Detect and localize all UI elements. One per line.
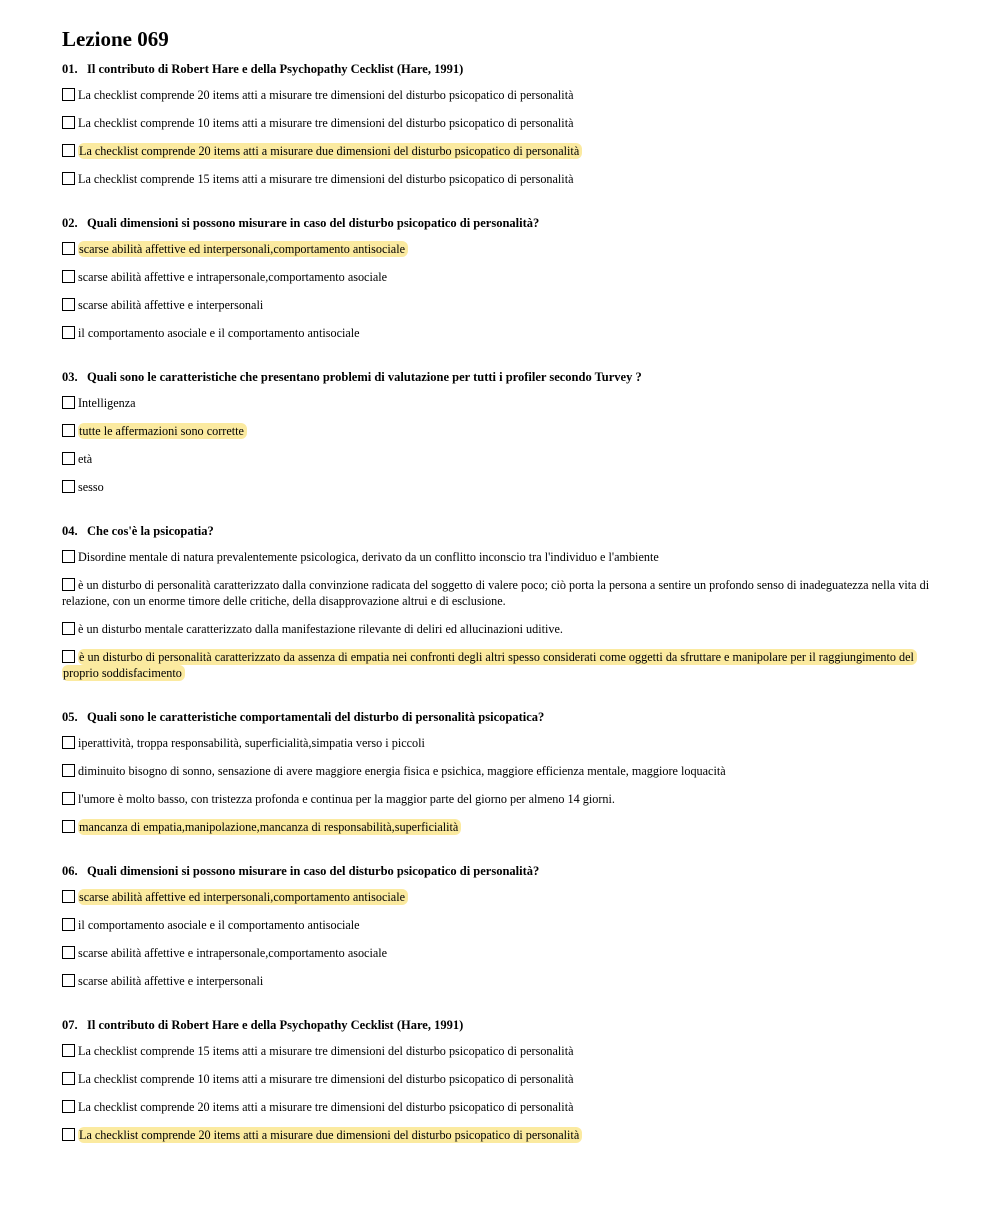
answer-checkbox[interactable] (62, 480, 75, 493)
question-text: Il contributo di Robert Hare e della Psychopathy Cecklist (Hare, 1991) (87, 62, 464, 76)
question-number: 06. (62, 864, 78, 878)
answer-text: La checklist comprende 20 items atti a misurare tre dimensioni del disturbo psicopatico di personalità (78, 88, 574, 102)
answer-option[interactable] (62, 1099, 942, 1115)
answer-option[interactable] (62, 735, 942, 751)
answer-checkbox[interactable] (62, 764, 75, 777)
answer-checkbox[interactable] (62, 1100, 75, 1113)
answer-checkbox[interactable] (62, 172, 75, 185)
answer-text: scarse abilità affettive e interpersonali (78, 974, 264, 988)
answer-text: età (78, 452, 93, 466)
answer-option[interactable] (62, 917, 942, 933)
answer-text: mancanza di empatia,manipolazione,mancanza di responsabilità,superficialità (78, 819, 461, 835)
answer-option-correct[interactable] (62, 143, 942, 159)
answer-option-correct[interactable] (62, 1127, 942, 1143)
question-spacer (62, 693, 942, 709)
answer-checkbox[interactable] (62, 1044, 75, 1057)
question-number: 04. (62, 524, 78, 538)
answer-checkbox[interactable] (62, 974, 75, 987)
answer-text: scarse abilità affettive e interpersonali (78, 298, 264, 312)
question-block (62, 215, 942, 341)
question-spacer (62, 1001, 942, 1017)
question-heading (62, 215, 942, 231)
answer-checkbox[interactable] (62, 736, 75, 749)
answer-option[interactable] (62, 1043, 942, 1059)
answer-option[interactable] (62, 115, 942, 131)
answer-option[interactable] (62, 1071, 942, 1087)
answer-checkbox[interactable] (62, 820, 75, 833)
answer-text: l'umore è molto basso, con tristezza profonda e continua per la maggior parte del giorno per almeno 14 giorni. (78, 792, 615, 806)
answer-text: il comportamento asociale e il comportamento antisociale (78, 326, 360, 340)
answer-text: il comportamento asociale e il comportamento antisociale (78, 918, 360, 932)
answer-option[interactable] (62, 621, 942, 637)
answer-option-correct[interactable] (62, 241, 942, 257)
answer-checkbox[interactable] (62, 396, 75, 409)
question-heading (62, 709, 942, 725)
question-block (62, 1017, 942, 1143)
answer-checkbox[interactable] (62, 918, 75, 931)
answer-option[interactable] (62, 451, 942, 467)
answer-text: è un disturbo mentale caratterizzato dalla manifestazione rilevante di deliri ed allucinazioni uditive. (78, 622, 563, 636)
question-heading (62, 1017, 942, 1033)
answer-text: La checklist comprende 10 items atti a misurare tre dimensioni del disturbo psicopatico di personalità (78, 1072, 574, 1086)
question-heading (62, 523, 942, 539)
answer-option-correct[interactable] (62, 423, 942, 439)
answer-checkbox[interactable] (62, 578, 75, 591)
question-number: 01. (62, 62, 78, 76)
answer-text: scarse abilità affettive e intrapersonale,comportamento asociale (78, 270, 388, 284)
answer-checkbox[interactable] (62, 792, 75, 805)
answer-option-correct[interactable] (62, 819, 942, 835)
question-text: Quali sono le caratteristiche che presentano problemi di valutazione per tutti i profiler secondo Turvey ? (87, 370, 642, 384)
question-text: Quali dimensioni si possono misurare in caso del disturbo psicopatico di personalità? (87, 864, 540, 878)
answer-option[interactable] (62, 549, 942, 565)
answer-checkbox[interactable] (62, 144, 75, 157)
question-spacer (62, 507, 942, 523)
answer-text: scarse abilità affettive ed interpersonali,comportamento antisociale (78, 889, 408, 905)
answer-text: La checklist comprende 10 items atti a misurare tre dimensioni del disturbo psicopatico di personalità (78, 116, 574, 130)
document-page (62, 26, 942, 1155)
answer-text: è un disturbo di personalità caratterizzato dalla convinzione radicata del soggetto di valere poco; ciò porta la persona a sentire un profondo senso di inadeguatezza nella vita di relazione, con un enorme timore delle critiche, della disapprovazione altrui e di esclusione. (62, 578, 930, 608)
answer-checkbox[interactable] (62, 946, 75, 959)
answer-text: tutte le affermazioni sono corrette (78, 423, 247, 439)
answer-checkbox[interactable] (62, 550, 75, 563)
answer-option[interactable] (62, 945, 942, 961)
answer-option-correct[interactable] (62, 889, 942, 905)
answer-checkbox[interactable] (62, 622, 75, 635)
answer-text: diminuito bisogno di sonno, sensazione di avere maggiore energia fisica e psichica, maggiore efficienza mentale, maggiore loquacità (78, 764, 726, 778)
question-text: Che cos'è la psicopatia? (87, 524, 214, 538)
question-block (62, 369, 942, 495)
question-spacer (62, 847, 942, 863)
answer-text: La checklist comprende 20 items atti a misurare tre dimensioni del disturbo psicopatico di personalità (78, 1100, 574, 1114)
answer-text: La checklist comprende 20 items atti a misurare due dimensioni del disturbo psicopatico di personalità (78, 143, 582, 159)
answer-checkbox[interactable] (62, 326, 75, 339)
answer-option[interactable] (62, 171, 942, 187)
answer-checkbox[interactable] (62, 650, 75, 663)
answer-option[interactable] (62, 791, 942, 807)
question-heading (62, 369, 942, 385)
answer-checkbox[interactable] (62, 242, 75, 255)
answer-checkbox[interactable] (62, 1128, 75, 1141)
answer-text: Disordine mentale di natura prevalentemente psicologica, derivato da un conflitto inconscio tra l'individuo e l'ambiente (78, 550, 659, 564)
answer-option-correct[interactable] (62, 649, 942, 681)
question-block (62, 523, 942, 681)
answer-text: scarse abilità affettive ed interpersonali,comportamento antisociale (78, 241, 408, 257)
question-number: 03. (62, 370, 78, 384)
question-block (62, 863, 942, 989)
answer-text: è un disturbo di personalità caratterizzato da assenza di empatia nei confronti degli altri spesso considerati come oggetti da sfruttare e manipolare per il raggiungimento del proprio soddisfacimento (62, 649, 917, 681)
answer-option[interactable] (62, 395, 942, 411)
question-number: 05. (62, 710, 78, 724)
answer-option[interactable] (62, 269, 942, 285)
answer-option[interactable] (62, 87, 942, 103)
answer-checkbox[interactable] (62, 452, 75, 465)
answer-text: La checklist comprende 15 items atti a misurare tre dimensioni del disturbo psicopatico di personalità (78, 172, 574, 186)
answer-checkbox[interactable] (62, 1072, 75, 1085)
question-text: Quali sono le caratteristiche comportamentali del disturbo di personalità psicopatica? (87, 710, 545, 724)
question-list (62, 61, 942, 1143)
answer-text: sesso (78, 480, 104, 494)
question-number: 07. (62, 1018, 78, 1032)
question-spacer (62, 199, 942, 215)
answer-option[interactable] (62, 577, 942, 609)
question-heading (62, 863, 942, 879)
answer-checkbox[interactable] (62, 88, 75, 101)
question-block (62, 61, 942, 187)
question-heading (62, 61, 942, 77)
answer-option[interactable] (62, 763, 942, 779)
answer-checkbox[interactable] (62, 424, 75, 437)
answer-checkbox[interactable] (62, 116, 75, 129)
question-number: 02. (62, 216, 78, 230)
answer-checkbox[interactable] (62, 298, 75, 311)
answer-option[interactable] (62, 973, 942, 989)
question-text: Quali dimensioni si possono misurare in caso del disturbo psicopatico di personalità? (87, 216, 540, 230)
answer-checkbox[interactable] (62, 890, 75, 903)
answer-text: La checklist comprende 20 items atti a misurare due dimensioni del disturbo psicopatico di personalità (78, 1127, 582, 1143)
answer-text: iperattività, troppa responsabilità, superficialità,simpatia verso i piccoli (78, 736, 425, 750)
question-spacer (62, 353, 942, 369)
lesson-title: Lezione 069 (62, 27, 169, 51)
question-text: Il contributo di Robert Hare e della Psychopathy Cecklist (Hare, 1991) (87, 1018, 464, 1032)
answer-option[interactable] (62, 325, 942, 341)
answer-option[interactable] (62, 297, 942, 313)
answer-text: La checklist comprende 15 items atti a misurare tre dimensioni del disturbo psicopatico di personalità (78, 1044, 574, 1058)
answer-option[interactable] (62, 479, 942, 495)
question-block (62, 709, 942, 835)
answer-text: scarse abilità affettive e intrapersonale,comportamento asociale (78, 946, 388, 960)
answer-checkbox[interactable] (62, 270, 75, 283)
answer-text: Intelligenza (78, 396, 136, 410)
